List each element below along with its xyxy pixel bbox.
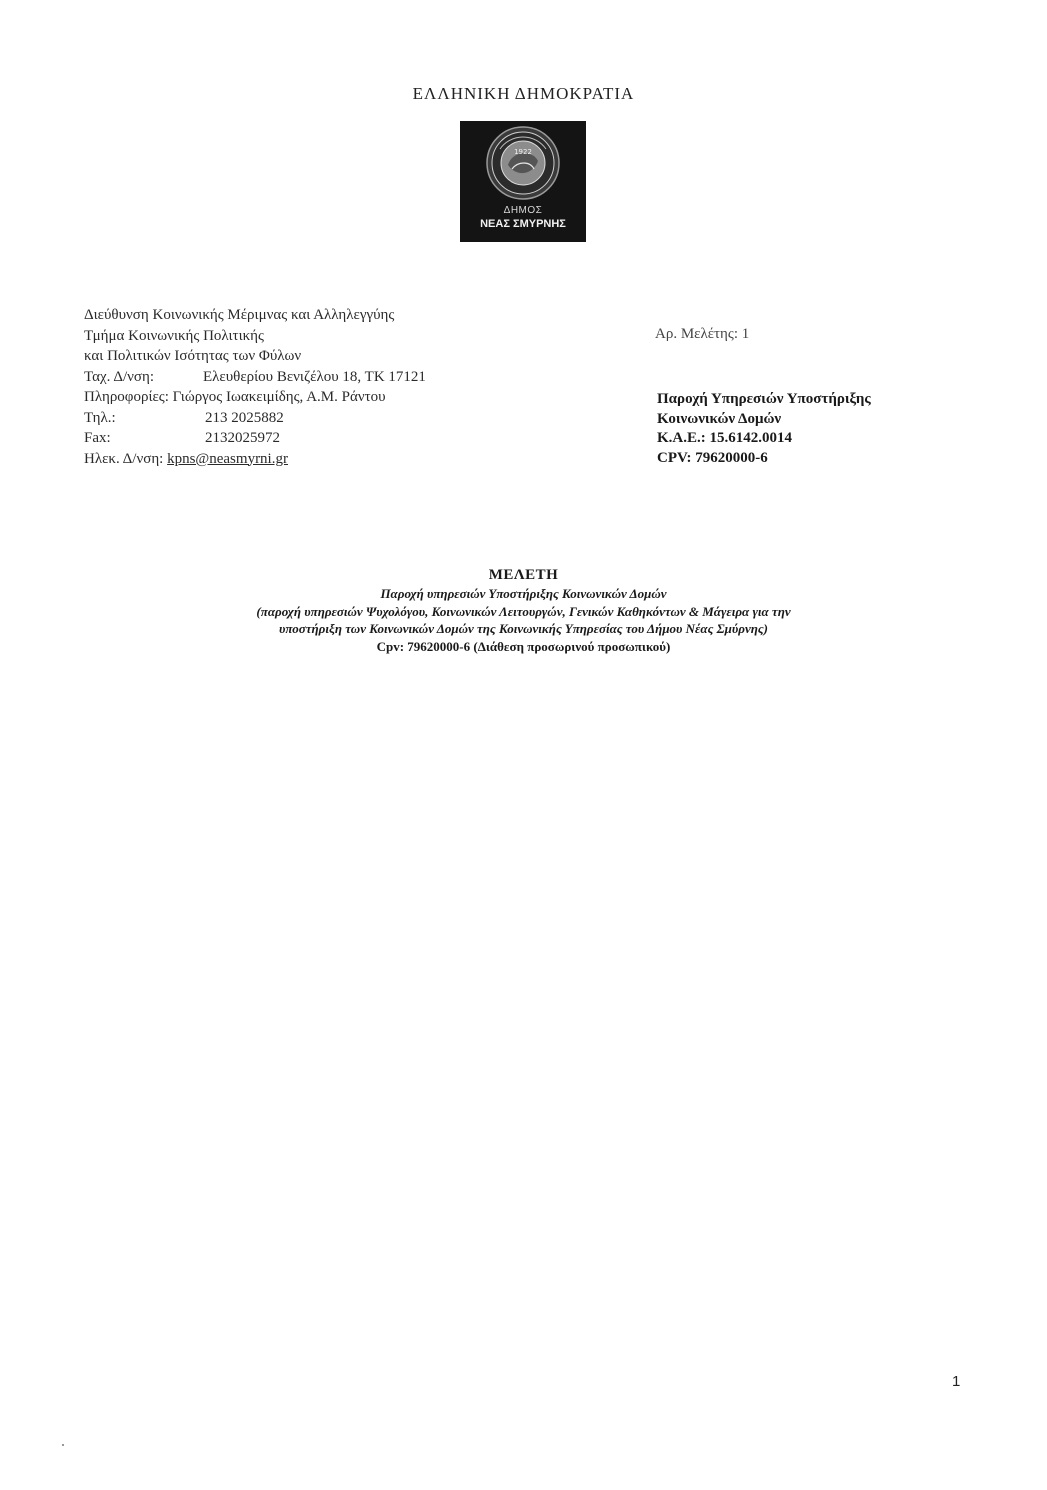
header-title: ΕΛΛΗΝΙΚΗ ΔΗΜΟΚΡΑΤΙΑ [412, 84, 635, 103]
address-label: Ταχ. Δ/νση: [84, 368, 155, 385]
study-title: ΜΕΛΕΤΗ [488, 567, 559, 583]
sender-email-row [84, 449, 554, 470]
study-block [0, 566, 1047, 655]
logo-text-municipality: ΔΗΜΟΣ [503, 205, 543, 216]
address-value: Ελευθερίου Βενιζέλου 18, ΤΚ 17121 [203, 368, 426, 385]
sender-address-row [84, 367, 554, 388]
sender-info-row [84, 387, 554, 408]
study-description-line1: (παροχή υπηρεσιών Ψυχολόγου, Κοινωνικών Λειτουργών, Γενικών Καθηκόντων & Μάγειρα για την [256, 603, 791, 619]
page-number: 1 [952, 1373, 961, 1390]
study-cpv: Cpv: 79620000-6 (Διάθεση προσωρινού προσωπικού) [376, 638, 671, 654]
scan-artifact [62, 1444, 64, 1446]
study-description-line2: υποστήριξη των Κοινωνικών Δομών της Κοινωνικής Υπηρεσίας του Δήμου Νέας Σμύρνης) [278, 621, 768, 636]
phone-label: Τηλ.: [84, 409, 116, 426]
municipality-logo [460, 121, 586, 242]
sender-department: Τμήμα Κοινωνικής Πολιτικής [84, 327, 264, 344]
phone-value: 213 2025882 [205, 409, 284, 426]
study-number-value: 1 [741, 326, 750, 342]
service-title-line2: Κοινωνικών Δομών [657, 410, 782, 427]
email-label: Ηλεκ. Δ/νση: [84, 450, 164, 467]
fax-value: 2132025972 [205, 430, 280, 446]
info-label: Πληροφορίες: [84, 389, 169, 405]
service-title-line1: Παροχή Υπηρεσιών Υποστήριξης [657, 391, 871, 407]
logo-text-name: ΝΕΑΣ ΣΜΥΡΝΗΣ [480, 218, 566, 230]
service-kae: Κ.Α.Ε.: 15.6142.0014 [657, 430, 792, 446]
sender-department-cont: και Πολιτικών Ισότητας των Φύλων [84, 348, 302, 364]
sender-phone-row [84, 408, 554, 429]
seal-year: 1922 [514, 148, 532, 156]
sender-directorate: Διεύθυνση Κοινωνικής Μέριμνας και Αλληλεγγύης [84, 307, 395, 323]
info-value: Γιώργος Ιωακειμίδης, Α.Μ. Ράντου [172, 389, 386, 405]
study-subtitle: Παροχή υπηρεσιών Υποστήριξης Κοινωνικών Δομών [380, 586, 667, 601]
study-number [655, 326, 749, 343]
service-block [657, 390, 977, 468]
service-cpv: CPV: 79620000-6 [657, 449, 768, 466]
sender-fax-row [84, 428, 554, 449]
study-number-label: Αρ. Μελέτης: [655, 326, 739, 342]
email-link[interactable]: kpns@neasmyrni.gr [167, 450, 288, 467]
fax-label: Fax: [84, 430, 111, 446]
sender-block [84, 305, 554, 469]
